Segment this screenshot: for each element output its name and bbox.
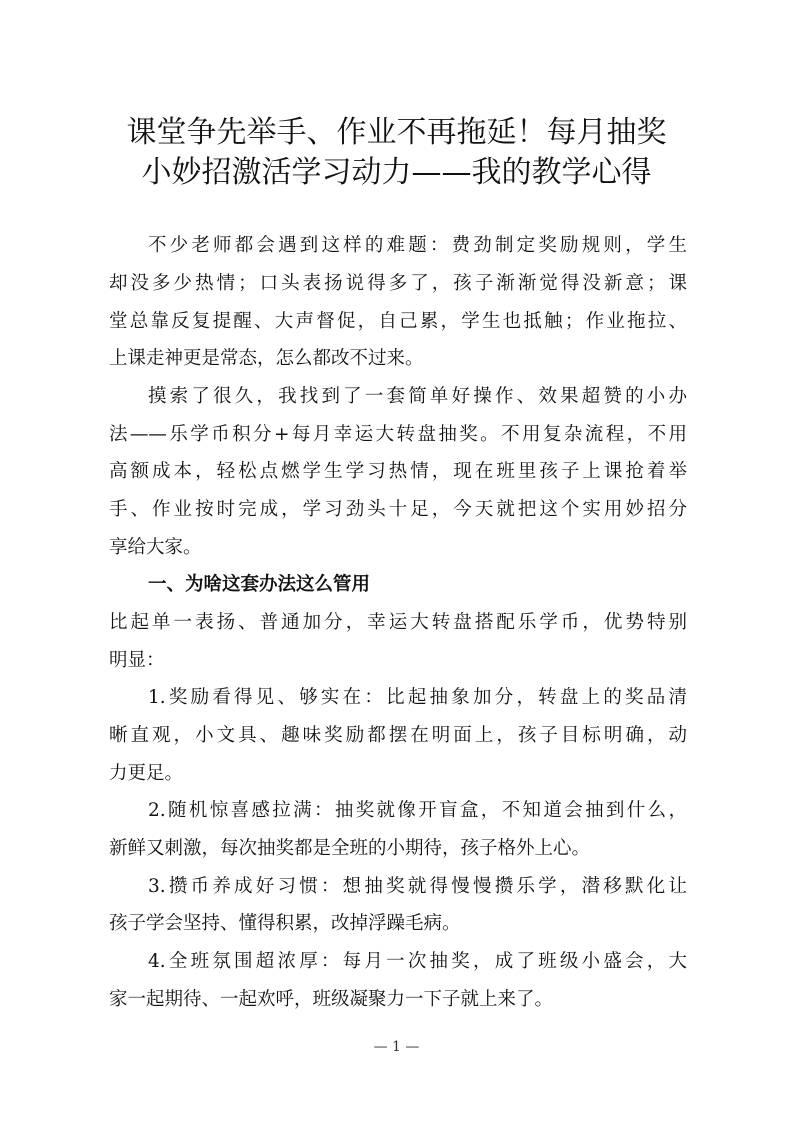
document-title-line-1: 课堂争先举手、作业不再拖延！每月抽奖 [126,115,667,150]
section-1-intro-line-2: 明显： [109,650,165,671]
paragraph-2-line-4: 手、作业按时完成，学习劲头十足，今天就把这个实用妙招分 [109,499,687,520]
list-item-1-line-3: 力更足。 [109,763,184,784]
paragraph-1-line-1: 不少老师都会遇到这样的难题：费劲制定奖励规则，学生 [148,235,687,256]
list-item-1-line-1: 1.奖励看得见、够实在：比起抽象加分，转盘上的奖品清 [148,687,687,708]
document-title-line-2: 小妙招激活学习动力——我的教学心得 [141,155,652,190]
list-item-2-line-1: 2.随机惊喜感拉满：抽奖就像开盲盒，不知道会抽到什么， [148,800,687,821]
list-item-3-line-1: 3.攒币养成好习惯：想抽奖就得慢慢攒乐学，潜移默化让 [148,876,687,897]
section-1-intro-line-1: 比起单一表扬、普通加分，幸运大转盘搭配乐学币，优势特别 [109,612,687,633]
paragraph-1-line-3: 堂总靠反复提醒、大声督促，自己累，学生也抵触；作业拖拉、 [109,311,687,332]
paragraph-1-line-4: 上课走神更是常态，怎么都改不过来。 [109,348,424,369]
list-item-4-line-1: 4.全班氛围超浓厚：每月一次抽奖，成了班级小盛会，大 [148,951,687,972]
page-number: — 1 — [373,1039,420,1055]
paragraph-2-line-1: 摸索了很久，我找到了一套简单好操作、效果超赞的小办 [148,386,687,407]
list-item-1-line-2: 晰直观，小文具、趣味奖励都摆在明面上，孩子目标明确，动 [109,725,687,746]
paragraph-2-line-5: 享给大家。 [109,537,202,558]
paragraph-1-line-2: 却没多少热情；口头表扬说得多了，孩子渐渐觉得没新意；课 [109,273,687,294]
list-item-2-line-2: 新鲜又刺激，每次抽奖都是全班的小期待，孩子格外上心。 [109,838,591,859]
paragraph-2-line-2: 法——乐学币积分+每月幸运大转盘抽奖。不用复杂流程，不用 [109,424,687,445]
paragraph-2-line-3: 高额成本，轻松点燃学生学习热情，现在班里孩子上课抢着举 [109,461,687,482]
list-item-4-line-2: 家一起期待、一起欢呼，班级凝聚力一下子就上来了。 [109,989,554,1010]
list-item-3-line-2: 孩子学会坚持、懂得积累，改掉浮躁毛病。 [109,913,461,934]
section-1-heading: 一、为啥这套办法这么管用 [148,574,371,595]
